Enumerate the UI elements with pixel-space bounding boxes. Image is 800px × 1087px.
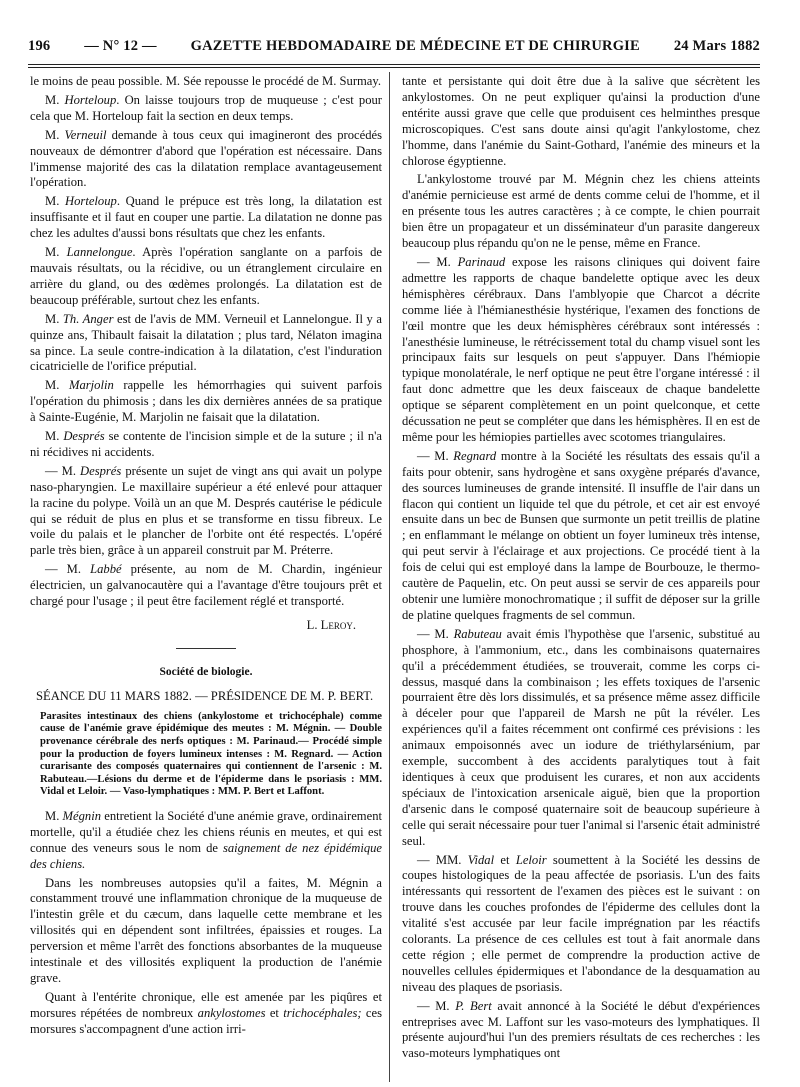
speaker-name: Mégnin <box>62 808 102 823</box>
paragraph: M. Mégnin entretient la Société d'une anémie grave, ordinairement mortelle, qu'il a étudiée chez les chiens réunis en meutes, et qui est connue des veneurs sous le nom de saignement de nez épidémique des chiens. <box>30 808 383 871</box>
section-divider <box>176 648 236 649</box>
page-header <box>28 38 760 66</box>
paragraph: — M. Després présente un sujet de vingt ans qui avait un polype naso-pharyngien. Le maxillaire supérieur a été enlevé pour attaquer la racine du polype. Voilà un an que M. Després cautérise le pédicule qui se réduit de plus en plus et se transforme en tissu fibreux. Le voile du palais et le plancher de l'orbite ont été respectés. L'opéré parle très bien, grâce à un appareil construit par M. Préterre. <box>30 463 382 558</box>
speaker-name: Rabuteau <box>453 626 502 641</box>
paragraph: L'ankylostome trouvé par M. Mégnin chez les chiens atteints d'anémie pernicieuse est armé de dents comme celui de l'homme, et il en présente tous les autres caractères ; à ce compte, le chien pourrait bien être un propagateur et un disséminateur d'un parasite dangereux beaucoup plus répandu qu'on ne le pense, même en France. <box>402 172 760 251</box>
speaker-name: Marjolin <box>68 378 114 393</box>
paragraph: — M. Parinaud expose les raisons cliniques qui doivent faire admettre les rapports de chaque bandelette optique avec les deux hémisphères cérébraux. Dans l'amblyopie que Charcot a décrite comme liée à l'hémianesthésie hystérique, l'examen des fonctions de l'œil montre que les deux hémisphères cérébraux sont intéressés : l'anesthésie lumineuse, le rétrécissement total du champ visuel sont les principaux faits sur lesquels on peut s'appuyer. Dans l'hémiopie typique monolatérale, le nerf optique ne peut être l'organe intéressé : il faut donc admettre que les deux faisceaux de chaque bandelette optique se séparent complètement en un point quelconque, et cette décussation ne peut se compléter que dans les hémisphères. Il en est de même pour les hémiopies partielles avec scotomes triangulaires. <box>402 254 760 444</box>
paragraph: M. Horteloup. On laisse toujours trop de muqueuse ; c'est pour cela que M. Horteloup fait la section en deux temps. <box>30 92 383 123</box>
speaker-name: Verneuil <box>64 127 107 142</box>
issue-number: — N° 12 — <box>84 38 157 54</box>
paragraph: — M. Regnard montre à la Société les résultats des essais qu'il a faits pour obtenir, sans hydrogène et sans oxygène préparés d'avance, des sources lumineuses de grande intensité. Il insuffle de l'air dans un flacon qui contient un liquide tel que du pétrole, et cet air est envoyé ensuite dans un bec de Bunsen que surmonte un petit treillis de platine ; en enflammant le mélange on obtient un foyer lumineux très intense, qui peut servir à l'éclairage et aux projections. Ce procédé tient à la fois de celui qui est employé dans la lampe de Bourbouze, le thermo-cautère de Paquelin, etc. On peut aussi se servir de ces appareils pour obtenir une lumière monochromatique ; il suffit de déposer sur la grille de platine quelques fragments de sel commun. <box>402 448 760 622</box>
paragraph: Dans les nombreuses autopsies qu'il a faites, M. Mégnin a constamment trouvé une inflammation chronique de la muqueuse de l'intestin grêle et du cæcum, dans laquelle cette membrane et les villosités qui en dépendent sont infiltrées, épaissies et rouges. La perversion et même l'arrêt des fonctions absorbantes de la muqueuse intestinale et des villosités expliquent la production de l'anémie grave. <box>30 875 382 985</box>
paragraph: — M. P. Bert avait annoncé à la Société le début d'expériences entreprises avec M. Laffont sur les vaso-moteurs des lymphatiques. Il présente aujourd'hui l'un des premiers résultats de ces recherches : les vaso-moteurs lymphatiques ont <box>402 998 760 1061</box>
speaker-name: Parinaud <box>457 254 506 269</box>
speaker-name: Després <box>63 429 105 444</box>
speaker-name: Horteloup <box>65 194 117 209</box>
header-rule-top <box>28 64 760 65</box>
section-title: Société de biologie. <box>159 665 253 678</box>
header-rule-bottom <box>28 67 760 68</box>
issue-date: 24 Mars 1882 <box>673 38 760 54</box>
speaker-name: Leloir <box>515 852 547 867</box>
paragraph: tante et persistante qui doit être due à la salive que sécrètent les ankylostomes. On ne peut expliquer qu'ainsi la production d'une entérite aussi grave que celle que produisent ces helminthes presque microscopiques. C'est sans doute ainsi qu'agit l'ankylostome, chez l'homme, dans l'anémie du Saint-Gothard, l'anémie des mineurs et la chlorose égyptienne. <box>402 74 760 168</box>
author-signature: L. Leroy. <box>306 618 356 632</box>
paragraph: M. Verneuil demande à tous ceux qui imagineront des procédés nouveaux de démontrer d'abord que l'opération est nécessaire. Dans l'immense majorité des cas la dilatation remplace avantageusement l'opération. <box>30 127 382 190</box>
paragraph: M. Després se contente de l'incision simple et de la suture ; il n'a ni récidives ni accidents. <box>30 429 382 459</box>
paragraph: — M. Labbé présente, au nom de M. Chardin, ingénieur électricien, un galvanocautère qui a l'avantage d'être toujours prêt et chargé pour l'usage ; il peut être facilement réglé et transporté. <box>30 562 382 609</box>
speaker-name: Horteloup <box>64 92 117 107</box>
paragraph: Quant à l'entérite chronique, elle est amenée par les piqûres et morsures répétées de nombreux ankylostomes et trichocéphales; ces morsures s'accompagnent d'une action irri- <box>30 989 382 1036</box>
paragraph: le moins de peau possible. M. Sée repousse le procédé de M. Surmay. <box>30 74 382 88</box>
speaker-name: Labbé <box>90 562 122 577</box>
speaker-name: Th. Anger <box>62 311 114 326</box>
session-summary: Parasites intestinaux des chiens (ankylostome et trichocéphale) comme cause de l'anémie grave épidémique des meutes : M. Mégnin. — Double provenance cérébrale des nerfs optiques : M. Parinaud.— Procédé simple pour la production de foyers lumineux intenses : M. Regnard. — Action curarisante des composés quaternaires qui contiennent de l'arsenic : M. Rabuteau.—Lésions du derme et de l'épiderme dans le psoriasis : MM. Vidal et Leloir. — Vaso-lymphatiques : MM. P. Bert et Laffont. <box>40 710 382 798</box>
paragraph: M. Lannelongue. Après l'opération sanglante on a parfois de mauvais résultats, ou la récidive, ou un étranglement circulaire en arrière du gland, ou des œdèmes prolongés. La dilatation est de beaucoup préférable, surtout chez les enfants. <box>30 245 382 307</box>
speaker-name: P. Bert <box>455 998 492 1013</box>
speaker-name: Vidal <box>467 852 495 867</box>
speaker-name: Regnard <box>453 448 497 463</box>
paragraph: M. Th. Anger est de l'avis de MM. Verneuil et Lannelongue. Il y a quinze ans, Thibault faisait la dilatation ; plus tard, Nélaton imagina sa pince. La seule contre-indication à la dilatation, c'est l'induration cicatricielle de l'orifice préputial. <box>30 311 382 374</box>
paragraph: M. Marjolin rappelle les hémorrhagies qui suivent parfois l'opération du phimosis ; dans les dix dernières années de sa pratique à Sainte-Eugénie, M. Marjolin ne faisait que la dilatation. <box>30 378 382 425</box>
journal-title: GAZETTE HEBDOMADAIRE DE MÉDECINE ET DE CHIRURGIE <box>190 38 640 54</box>
page-number: 196 <box>28 38 51 54</box>
paragraph: — MM. Vidal et Leloir soumettent à la Société les dessins de coupes histologiques de la peau affectée de psoriasis. L'un des faits intéressants qui ressortent de l'examen des pièces est le suivant : on trouve dans les couches profondes de l'épiderme des cellules dont la vitalité s'est accusée par leur facile imprégnation par les réactifs colorants. La présence de ces cellules est tout à fait anormale dans cette région ; elle permet de comprendre la production active de nouvelles cellules épidermiques et l'abondance de la desquamation au niveau des plaques de psoriasis. <box>402 852 761 994</box>
left-column <box>30 74 382 1041</box>
paragraph: — M. Rabuteau avait émis l'hypothèse que l'arsenic, substitué au phosphore, à l'ammonium, etc., dans les combinaisons quaternaires qu'il a précédemment étudiées, se trouverait, comme les corps ci-dessus, masqué dans la combinaison ; les effets toxiques de l'arsenic pourraient être dès lors dissimulés, et sa présence même assez difficile à déceler pour que l'appareil de Marsh ne pût la révéler. Les expériences qu'il a faites récemment ont confirmé ces prévisions : les animaux empoisonnés avec un iodure de triéthylarsénium, par exemple, succombent à des accidents paralytiques tout à fait identiques à ceux que produisent les curares, et non aux accidents spéciaux de l'intoxication arsenicale aiguë, bien que la proportion d'arsenic dans le composé quaternaire soit de beaucoup supérieure à celle qui serait nécessaire pour tuer l'animal si l'arsenic était administré seul. <box>402 626 760 848</box>
session-heading: SÉANCE DU 11 MARS 1882. — PRÉSIDENCE DE M. P. BERT. <box>36 688 374 703</box>
right-column <box>402 74 760 1065</box>
speaker-name: Lannelongue <box>66 245 133 260</box>
speaker-name: Després <box>80 463 122 478</box>
paragraph: M. Horteloup. Quand le prépuce est très long, la dilatation est insuffisante et il faut en couper une partie. La dilatation ne donne pas chez les adultes d'aussi bons résultats que chez les enfants. <box>30 194 382 241</box>
column-divider <box>389 72 390 1082</box>
